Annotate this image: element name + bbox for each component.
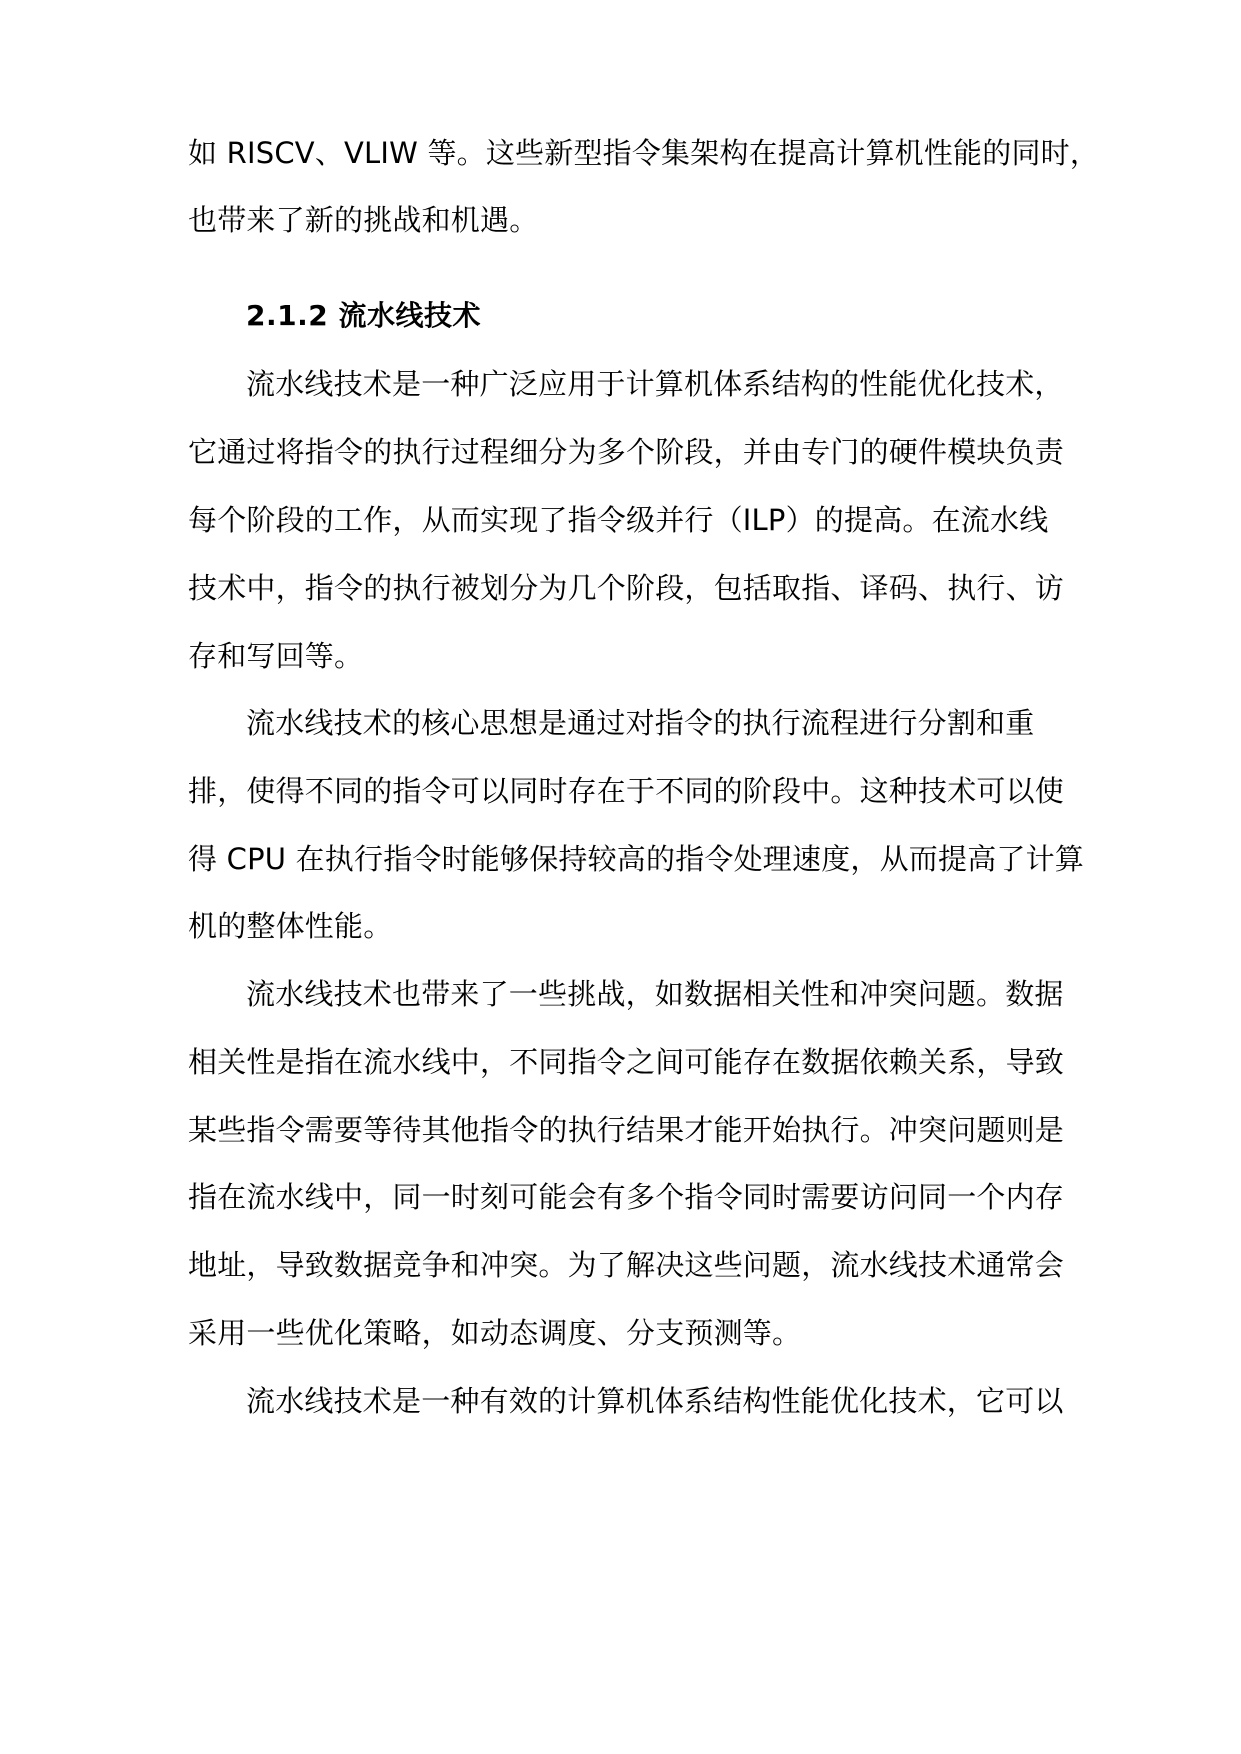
section-heading: 2.1.2 流水线技术 — [246, 299, 481, 332]
paragraph-continuation-line: 如 RISCV、VLIW 等。这些新型指令集架构在提高计算机性能的同时， — [188, 136, 1100, 170]
paragraph-line: 指在流水线中，同一时刻可能会有多个指令同时需要访问同一个内存 — [188, 1180, 1065, 1214]
paragraph-line: 技术中，指令的执行被划分为几个阶段，包括取指、译码、执行、访 — [188, 571, 1065, 605]
paragraph-line: 它通过将指令的执行过程细分为多个阶段，并由专门的硬件模块负责 — [188, 435, 1065, 469]
paragraph-line: 存和写回等。 — [188, 639, 364, 673]
paragraph-line: 流水线技术的核心思想是通过对指令的执行流程进行分割和重 — [246, 706, 1035, 740]
paragraph-line: 每个阶段的工作，从而实现了指令级并行（ILP）的提高。在流水线 — [188, 503, 1049, 537]
paragraph-continuation-line: 也带来了新的挑战和机遇。 — [188, 203, 539, 237]
paragraph-line: 地址，导致数据竞争和冲突。为了解决这些问题，流水线技术通常会 — [188, 1248, 1065, 1282]
paragraph-line: 流水线技术是一种有效的计算机体系结构性能优化技术，它可以 — [246, 1384, 1064, 1418]
paragraph-line: 流水线技术也带来了一些挑战，如数据相关性和冲突问题。数据 — [246, 977, 1064, 1011]
paragraph-line: 流水线技术是一种广泛应用于计算机体系结构的性能优化技术， — [246, 367, 1064, 401]
paragraph-line: 得 CPU 在执行指令时能够保持较高的指令处理速度，从而提高了计算 — [188, 842, 1085, 876]
paragraph-line: 排，使得不同的指令可以同时存在于不同的阶段中。这种技术可以使 — [188, 774, 1065, 808]
paragraph-line: 相关性是指在流水线中，不同指令之间可能存在数据依赖关系，导致 — [188, 1045, 1065, 1079]
paragraph-line: 某些指令需要等待其他指令的执行结果才能开始执行。冲突问题则是 — [188, 1113, 1065, 1147]
paragraph-line: 采用一些优化策略，如动态调度、分支预测等。 — [188, 1316, 802, 1350]
paragraph-line: 机的整体性能。 — [188, 909, 393, 943]
